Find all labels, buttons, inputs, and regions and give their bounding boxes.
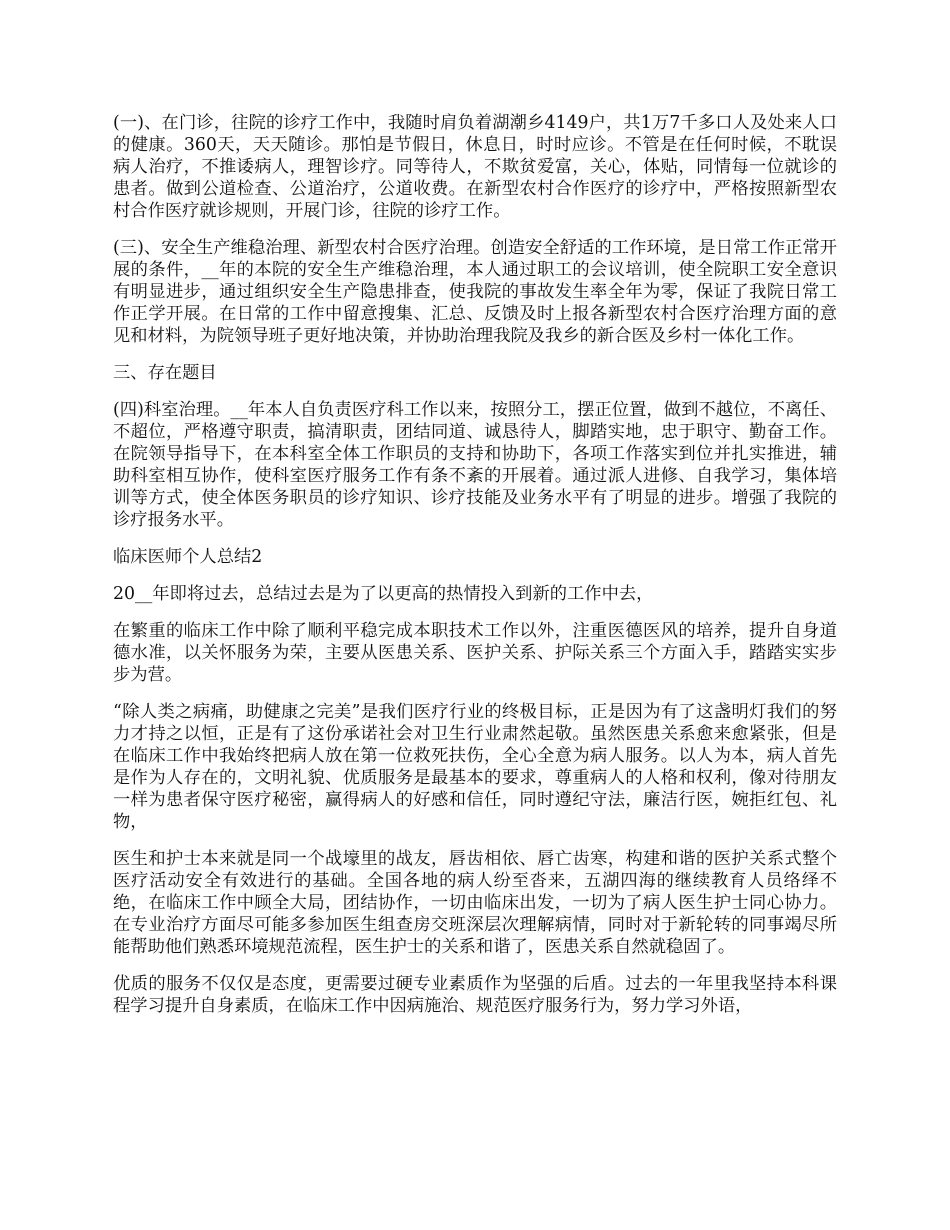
section-heading-summary-2: 临床医师个人总结2 bbox=[113, 547, 263, 567]
paragraph-year-intro: 20__年即将过去，总结过去是为了以更高的热情投入到新的工作中去， bbox=[113, 584, 654, 604]
document-page bbox=[113, 112, 837, 1032]
paragraph-safety-management: (三)、安全生产维稳治理、新型农村合医疗治理。创造安全舒适的工作环境，是日常工作正常开展的条件，__年的本院的安全生产维稳治理，本人通过职工的会议培训，使全院职工安全意识有明显进步，通过组织安全生产隐患排查，使我院的事故发生率全年为零，保证了我院日常工作正学开展。在日常的工作中留意搜集、汇总、反馈及时上报各新型农村合医疗治理方面的意见和材料，为院领导班子更好地决策，并协助治理我院及我乡的新合医及乡村一体化工作。 bbox=[113, 238, 837, 346]
paragraph-clinical-work: 在繁重的临床工作中除了顺利平稳完成本职技术工作以外，注重医德医风的培养，提升自身道德水准，以关怀服务为荣，主要从医患关系、医护关系、护际关系三个方面入手，踏踏实实步步为营。 bbox=[113, 621, 837, 685]
paragraph-quality-service: 优质的服务不仅仅是态度，更需要过硬专业素质作为坚强的后盾。过去的一年里我坚持本科课程学习提升自身素质，在临床工作中因病施治、规范医疗服务行为，努力学习外语， bbox=[113, 974, 837, 1016]
paragraph-doctor-patient-relations: “除人类之病痛，助健康之完美”是我们医疗行业的终极目标，正是因为有了这盏明灯我们的努力才持之以恒，正是有了这份承诺社会对卫生行业肃然起敬。虽然医患关系愈来愈紧张，但是在临床工作中我始终把病人放在第一位救死扶伤，全心全意为病人服务。以人为本，病人首先是作为人存在的，文明礼貌、优质服务是最基本的要求，尊重病人的人格和权利，像对待朋友一样为患者保守医疗秘密，赢得病人的好感和信任，同时遵纪守法，廉洁行医，婉拒红包、礼物， bbox=[113, 702, 837, 832]
paragraph-outpatient-work: (一)、在门诊，往院的诊疗工作中，我随时肩负着湖潮乡4149户，共1万7千多口人及处来人口的健康。360天，天天随诊。那怕是节假日，休息日，时时应诊。不管是在任何时候，不耽误病人治疗，不推诿病人，理智诊疗。同等待人，不欺贫爱富，关心，体贴，同情每一位就诊的患者。做到公道检查、公道治疗，公道收费。在新型农村合作医疗的诊疗中，严格按照新型农村合作医疗就诊规则，开展门诊，往院的诊疗工作。 bbox=[113, 113, 837, 221]
paragraph-doctor-nurse-relations: 医生和护士本来就是同一个战壕里的战友，唇齿相依、唇亡齿寒，构建和谐的医护关系式整个医疗活动安全有效进行的基础。全国各地的病人纷至沓来，五湖四海的继续教育人员络绎不绝，在临床工作中顾全大局，团结协作，一切由临床出发，一切为了病人医生护士同心协力。在专业治疗方面尽可能多参加医生组查房交班深层次理解病情，同时对于新轮转的同事竭尽所能帮助他们熟悉环境规范流程，医生护士的关系和谐了，医患关系自然就稳固了。 bbox=[113, 849, 837, 957]
section-heading-existing-problems: 三、存在题目 bbox=[113, 363, 217, 383]
paragraph-department-management: (四)科室治理。__年本人自负责医疗科工作以来，按照分工，摆正位置，做到不越位，不离任、不超位，严格遵守职责，搞清职责，团结同道、诚恳待人，脚踏实地，忠于职守、勤奋工作。在院领导指导下，在本科室全体工作职员的支持和协助下，各项工作落实到位并扎实推进，辅助科室相互协作，使科室医疗服务工作有条不紊的开展着。通过派人进修、自我学习，集体培训等方式，使全体医务职员的诊疗知识、诊疗技能及业务水平有了明显的进步。增强了我院的诊疗报务水平。 bbox=[113, 400, 837, 530]
